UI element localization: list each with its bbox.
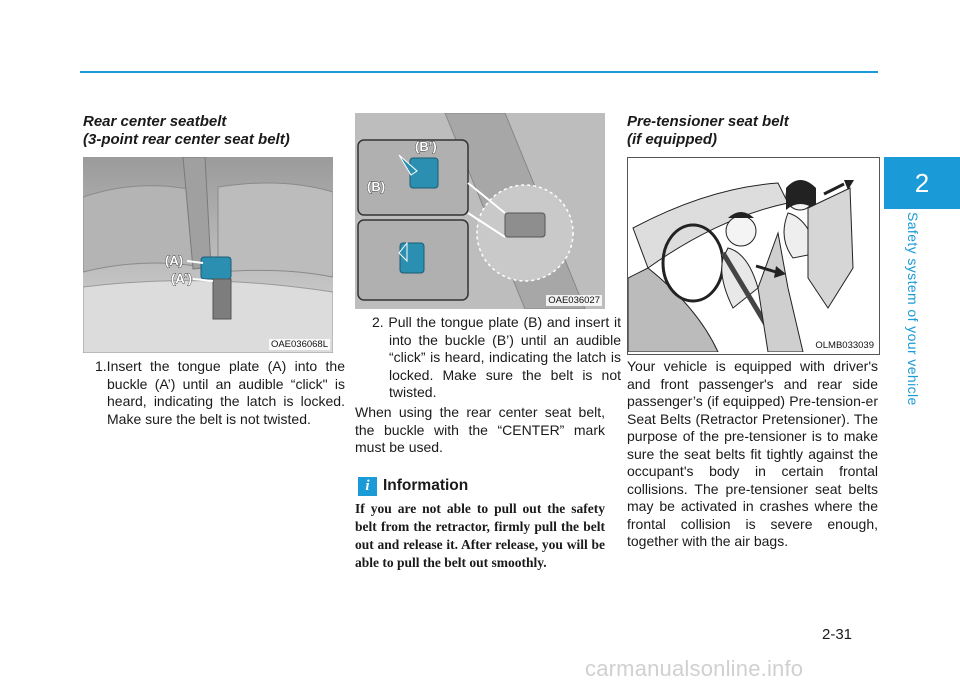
heading-line-1: Pre-tensioner seat belt [627,113,789,130]
label-b: (B) [367,179,386,194]
rear-center-seatbelt-heading [83,113,343,149]
watermark: carmanualsonline.info [585,656,804,681]
pretensioner-figure [627,157,880,355]
figure-code: OAE036027 [548,295,600,306]
pretensioner-heading [627,113,877,149]
chapter-title-vertical: Safety system of your vehicle [905,212,921,406]
figure-code: OLMB033039 [815,340,874,351]
header-rule [80,71,878,73]
rear-seat-illustration [83,157,333,353]
label-a-prime: (A’) [171,271,192,286]
occupants-illustration [628,158,877,352]
page-number: 2-31 [822,626,853,643]
heading-line-1: Rear center seatbelt [83,113,227,130]
buckle-illustration [355,113,605,309]
step-2-text: 2. Pull the tongue plate (B) and insert it into the buckle (B’) until an audible “click” is heard, indicating the latch is locked. Make sure the belt is not twisted. [372,314,621,400]
step-1-text: 1.Insert the tongue plate (A) into the buckle (A’) until an audible “click" is heard, indicating the latch is locked. Make sure the belt is not twisted. [95,358,345,427]
heading-line-2: (if equipped) [627,131,717,148]
label-b-prime: (B’) [415,139,437,154]
information-heading [358,475,468,497]
heading-line-2: (3-point rear center seat belt) [83,131,290,148]
information-body: If you are not able to pull out the safety belt from the retractor, firmly pull the belt out and release it. After release, you will be able to pull the belt out smoothly. [355,501,605,570]
label-a: (A) [165,253,184,268]
center-mark-note: When using the rear center seat belt, the buckle with the “CENTER” mark must be used. [355,404,605,455]
figure-code: OAE036068L [270,339,328,350]
rear-center-seatbelt-figure [83,157,333,353]
pretensioner-paragraph: Your vehicle is equipped with driver's and front passenger's and rear side passenger’s (if equipped) Pre-tension-er Seat Belts (Retractor Pretensioner). The purpose of the pre-tensioner is to make sure the seat belts fit tightly against the occupant's body in certain frontal collisions. The pre-tensioner seat belts may be activated in crashes where the frontal collision is severe enough, together with the air bags. [627,358,878,549]
chapter-number-tab: 2 [884,157,960,209]
information-title: Information [383,477,469,494]
info-icon: i [358,477,377,496]
buckle-figure [355,113,605,309]
